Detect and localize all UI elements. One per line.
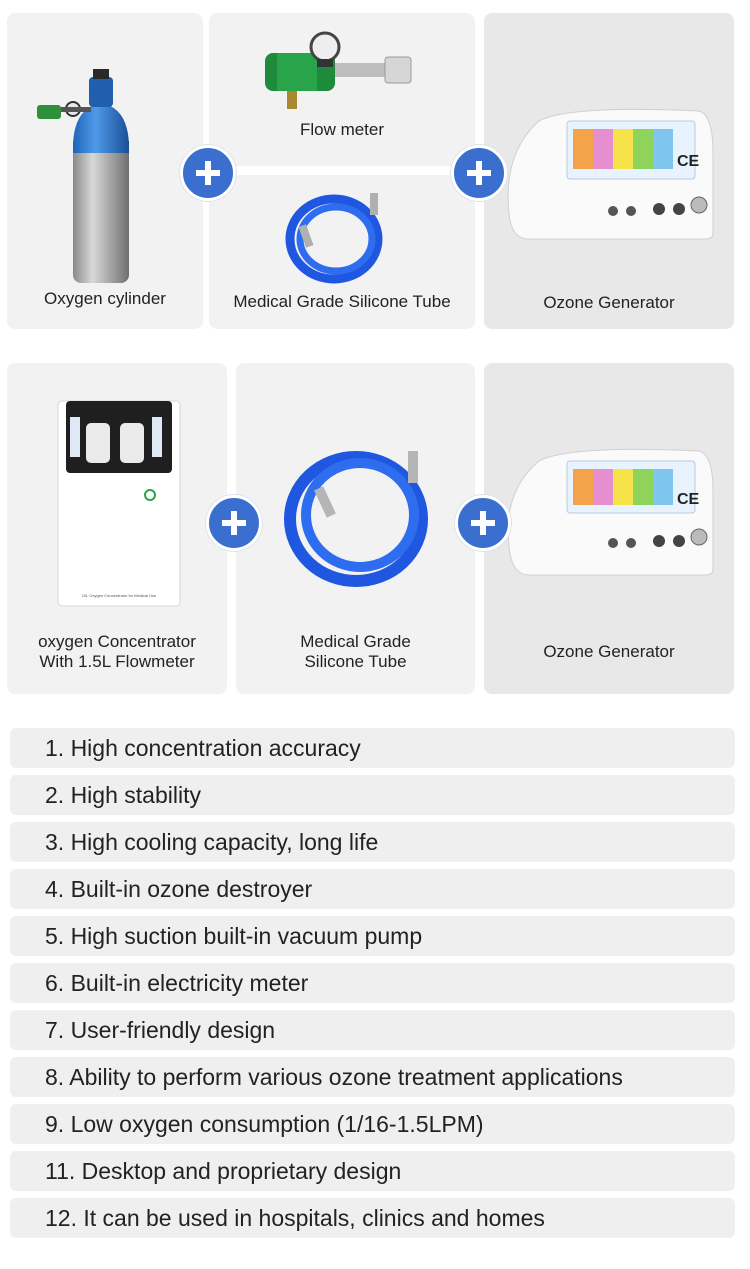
flow-meter-label: Flow meter xyxy=(299,120,385,139)
oxygen-concentrator-card xyxy=(7,363,227,694)
silicone-tube-label-2-line2: Silicone Tube xyxy=(304,652,407,671)
oxygen-concentrator-label-line1: oxygen Concentrator xyxy=(38,632,196,651)
silicone-tube-image-2 xyxy=(284,443,434,588)
silicone-tube-image-1 xyxy=(284,189,394,284)
feature-item: 6. Built-in electricity meter xyxy=(10,963,735,1003)
feature-item: 8. Ability to perform various ozone treatment applications xyxy=(10,1057,735,1097)
oxygen-cylinder-image xyxy=(27,53,147,288)
silicone-tube-label-1: Medical Grade Silicone Tube xyxy=(233,292,451,311)
concentrator-device-caption: 10L Oxygen Concentrator for Medical Use xyxy=(81,593,157,598)
oxygen-cylinder-label: Oxygen cylinder xyxy=(44,289,166,308)
ce-mark-2: CE xyxy=(677,491,700,508)
plus-icon-2 xyxy=(451,145,507,201)
feature-item: 1. High concentration accuracy xyxy=(10,728,735,768)
plus-icon-3 xyxy=(206,495,262,551)
ozone-generator-image-2 xyxy=(499,435,719,585)
oxygen-cylinder-card xyxy=(7,13,203,329)
plus-icon-4 xyxy=(455,495,511,551)
ozone-generator-image-1 xyxy=(499,93,719,253)
silicone-tube-card-2 xyxy=(236,363,475,694)
ozone-generator-card-1 xyxy=(484,13,734,329)
ozone-generator-label-2: Ozone Generator xyxy=(543,642,675,661)
feature-item: 5. High suction built-in vacuum pump xyxy=(10,916,735,956)
feature-item: 4. Built-in ozone destroyer xyxy=(10,869,735,909)
oxygen-concentrator-image xyxy=(56,399,182,609)
feature-item: 7. User-friendly design xyxy=(10,1010,735,1050)
plus-icon-1 xyxy=(180,145,236,201)
feature-item: 2. High stability xyxy=(10,775,735,815)
feature-item: 3. High cooling capacity, long life xyxy=(10,822,735,862)
ce-mark-1: CE xyxy=(677,153,700,170)
feature-item: 9. Low oxygen consumption (1/16-1.5LPM) xyxy=(10,1104,735,1144)
flow-meter-card xyxy=(209,13,475,166)
feature-item: 12. It can be used in hospitals, clinics and homes xyxy=(10,1198,735,1238)
flow-meter-image xyxy=(257,25,427,115)
ozone-generator-card-2 xyxy=(484,363,734,694)
silicone-tube-card-1 xyxy=(209,175,475,329)
feature-item: 11. Desktop and proprietary design xyxy=(10,1151,735,1191)
oxygen-concentrator-label-line2: With 1.5L Flowmeter xyxy=(39,652,195,671)
silicone-tube-label-2-line1: Medical Grade xyxy=(300,632,411,651)
ozone-generator-label-1: Ozone Generator xyxy=(543,293,675,312)
